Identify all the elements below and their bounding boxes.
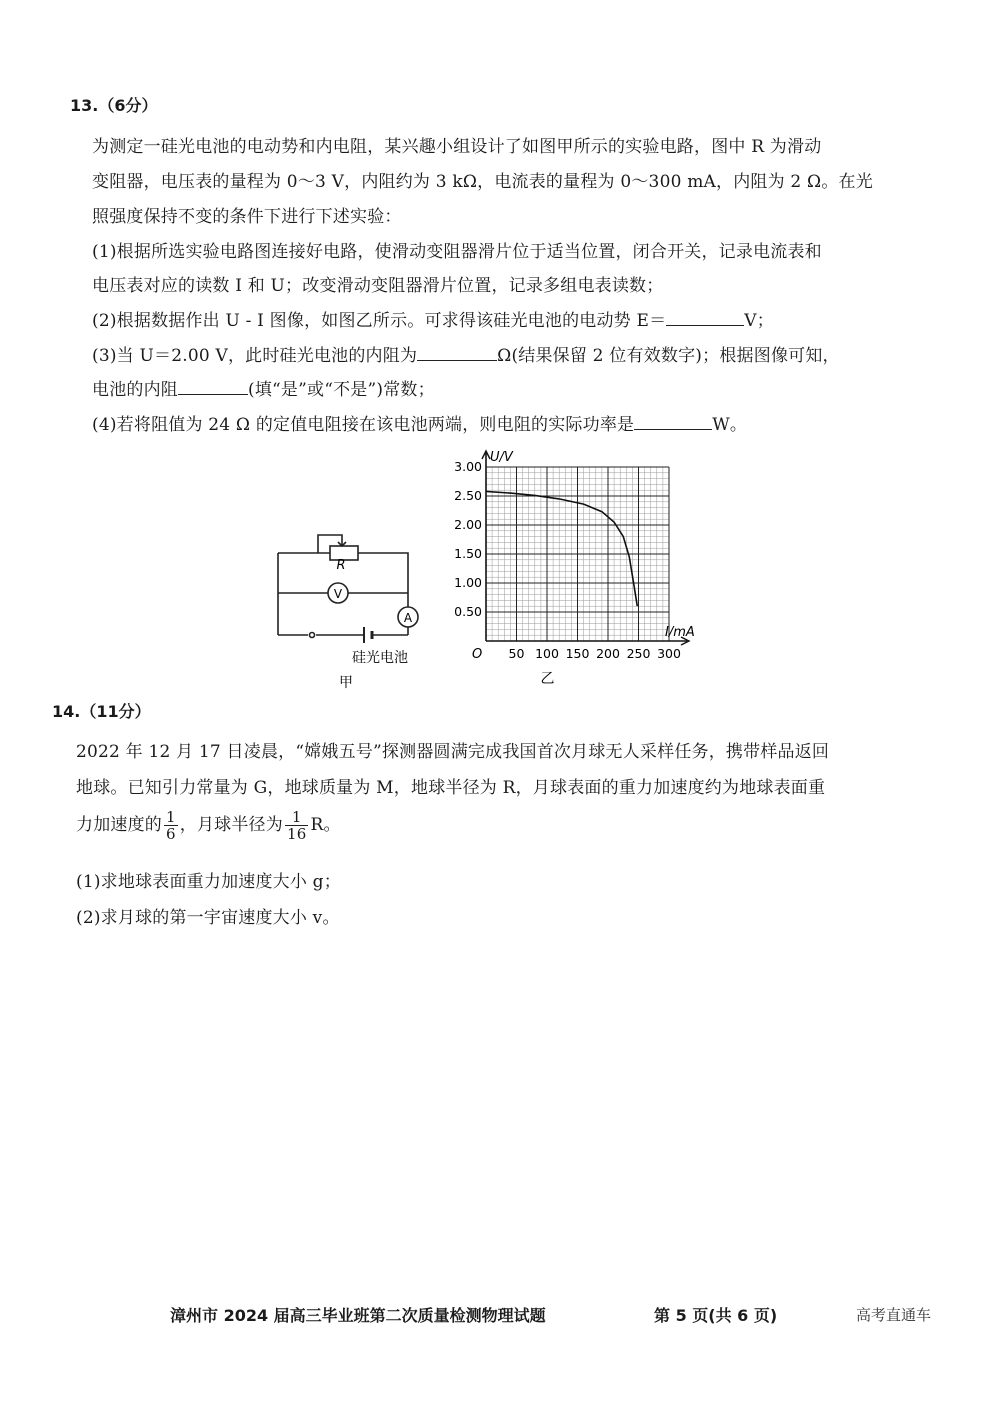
- q13-part2: [92, 306, 774, 331]
- switch-terminal: [310, 633, 315, 638]
- figure-yi-label: 乙: [540, 671, 555, 687]
- y-tick-label: 1.50: [454, 546, 482, 561]
- x-tick-label: 50: [508, 646, 525, 661]
- x-tick-label: 100: [535, 646, 559, 661]
- q13-intro-line-1: 为测定一硅光电池的电动势和内电阻，某兴趣小组设计了如图甲所示的实验电路，图中 R 为滑动: [92, 137, 822, 157]
- power-answer-blank: [634, 415, 712, 430]
- y-axis-label: U/V: [490, 450, 513, 465]
- q14-line-3-text-c: R。: [310, 815, 341, 835]
- q14-line-3-text-a: 力加速度的: [76, 815, 162, 835]
- q13-part4: [92, 410, 747, 435]
- q13-part1-line-2: 电压表对应的读数 I 和 U；改变滑动变阻器滑片位置，记录多组电表读数；: [92, 276, 664, 296]
- q13-part3-line-1: [92, 341, 840, 366]
- q13-part4-unit: W。: [712, 415, 748, 435]
- q14-line-2: 地球。已知引力常量为 G，地球质量为 M，地球半径为 R，月球表面的重力加速度约为地球表面重: [76, 778, 826, 798]
- q14-line-3: [76, 809, 341, 842]
- q13-part2-unit: V；: [744, 311, 774, 331]
- q13-part1-line-1: (1)根据所选实验电路图连接好电路，使滑动变阻器滑片位于适当位置，闭合开关，记录电流表和: [92, 242, 822, 262]
- constant-answer-blank: [178, 380, 248, 395]
- q14-line-1: 2022 年 12 月 17 日凌晨，“嫦娥五号”探测器圆满完成我国首次月球无人采样任务，携带样品返回: [76, 742, 830, 762]
- voltmeter-label: V: [333, 587, 343, 601]
- x-tick-label: 200: [596, 646, 620, 661]
- chart-x-tick-labels: [509, 646, 681, 661]
- q13-part3-text-2: 电池的内阻: [92, 380, 178, 400]
- brand-watermark: 高考直通车: [856, 1306, 932, 1324]
- q13-part3-rest: Ω(结果保留 2 位有效数字)；根据图像可知，: [497, 346, 840, 366]
- x-tick-label: 250: [626, 646, 651, 661]
- q14-line-3-text-b: ，月球半径为: [179, 815, 283, 835]
- fraction-one-sixteenth: $\frac{1}{16}$: [286, 808, 307, 843]
- y-tick-label: 3.00: [454, 459, 482, 474]
- ammeter-label: A: [403, 611, 413, 625]
- emf-answer-blank: [666, 311, 744, 326]
- q13-part3-line-2: [92, 375, 435, 400]
- circuit-diagram: [268, 525, 428, 695]
- y-tick-label: 2.00: [454, 517, 482, 532]
- q13-part3-text-3: (填“是”或“不是”)常数；: [248, 380, 435, 400]
- rheostat-label: R: [336, 558, 346, 573]
- origin-label: O: [472, 647, 483, 662]
- y-tick-label: 2.50: [454, 488, 482, 503]
- exam-title-footer: 漳州市 2024 届高三毕业班第二次质量检测物理试题: [170, 1306, 546, 1325]
- cell-label: 硅光电池: [352, 650, 408, 666]
- y-tick-label: 1.00: [454, 575, 482, 590]
- u-i-chart: [448, 445, 708, 690]
- q14-subquestion-2: (2)求月球的第一宇宙速度大小 v。: [76, 908, 340, 928]
- internal-resistance-answer-blank: [417, 346, 497, 361]
- q13-part4-text: (4)若将阻值为 24 Ω 的定值电阻接在该电池两端，则电阻的实际功率是: [92, 415, 635, 435]
- figure-jia-label: 甲: [339, 675, 353, 691]
- chart-y-tick-labels: [454, 459, 482, 619]
- fraction-one-sixth: $\frac{1}{6}$: [166, 808, 176, 843]
- y-tick-label: 0.50: [454, 604, 482, 619]
- q13-part3-text: (3)当 U＝2.00 V，此时硅光电池的内阻为: [92, 346, 418, 366]
- question-13-heading: 13.（6分）: [70, 96, 158, 115]
- x-tick-label: 150: [565, 646, 590, 661]
- x-axis-label: I/mA: [665, 625, 695, 640]
- question-14-heading: 14.（11分）: [52, 702, 151, 721]
- q14-subquestion-1: (1)求地球表面重力加速度大小 g；: [76, 872, 341, 892]
- q13-part2-text: (2)根据数据作出 U - I 图像，如图乙所示。可求得该硅光电池的电动势 E＝: [92, 311, 667, 331]
- page-number: 第 5 页(共 6 页): [654, 1306, 778, 1325]
- x-tick-label: 300: [657, 646, 681, 661]
- q13-intro-line-3: 照强度保持不变的条件下进行下述实验：: [92, 207, 402, 227]
- q13-intro-line-2: 变阻器，电压表的量程为 0～3 V，内阻约为 3 kΩ，电流表的量程为 0～300 mA，内阻为 2 Ω。在光: [92, 172, 873, 192]
